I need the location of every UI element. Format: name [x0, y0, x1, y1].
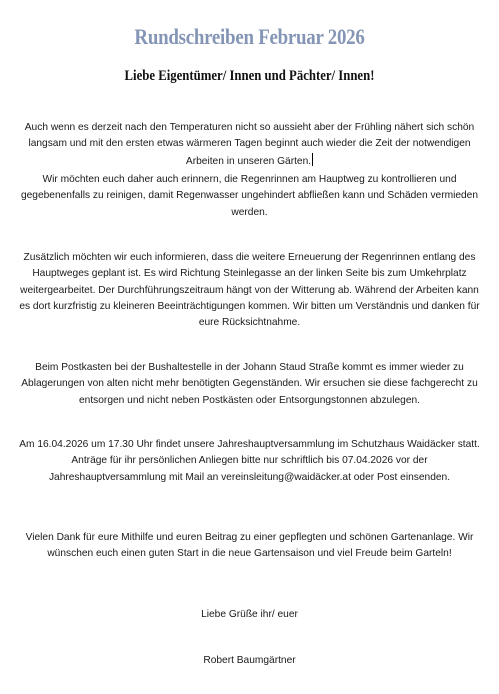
closing-greeting: Liebe Grüße ihr/ euer [201, 609, 298, 620]
paragraph-renovation: Zusätzlich möchten wir euch informieren, dass die weitere Erneuerung der Regenrinnen entlang des Hauptweges geplant ist. Es wird Richtung Steinlegasse an der linken Seite bis zum Umkehrplatz weitergearbeitet. Der Durchführungszeitraum hängt von der Witterung ab. Während der Arbeiten kann es dort kurzfristig zu kleineren Beeinträchtigungen kommen. Wir bitten um Verständnis und danken für eure Rücksichtnahme. [19, 252, 480, 329]
salutation: Liebe Eigentümer/ Innen und Pächter/ Innen! [124, 68, 375, 84]
document-title: Rundschreiben Februar 2026 [134, 24, 365, 49]
paragraph-spring[interactable] [18, 120, 481, 170]
signature: Robert Baumgärtner [203, 655, 296, 666]
paragraph-thanks: Vielen Dank für eure Mithilfe und euren Beitrag zu einer gepflegten und schönen Gartenanlage. Wir wünschen euch einen guten Start in die neue Gartensaison und viel Freude beim Garteln! [25, 532, 474, 560]
paragraph-annual-meeting: Am 16.04.2026 um 17.30 Uhr findet unsere Jahreshauptversammlung im Schutzhaus Waidäcker statt. Anträge für ihr persönlichen Anliegen bitte nur schriftlich bis 07.04.2026 vor der Jahreshauptversammlung mit Mail an vereinsleitung@waidäcker.at oder Post einsenden. [19, 439, 480, 483]
paragraph-mailbox: Beim Postkasten bei der Bushaltestelle in der Johann Staud Straße kommt es immer wieder zu Ablagerungen von alten nicht mehr benötigten Gegenständen. Wir ersuchen sie diese fachgerecht zu entsorgen und nicht neben Postkästen oder Entsorgungstonnen abzulegen. [21, 362, 478, 406]
paragraph-gutters: Wir möchten euch daher auch erinnern, die Regenrinnen am Hauptweg zu kontrollieren und gegebenenfalls zu reinigen, damit Regenwasser ungehindert abfließen kann und Schäden vermieden werden. [20, 174, 479, 218]
paragraph-spring-text: Auch wenn es derzeit nach den Temperaturen nicht so aussieht aber der Frühling nähert sich schön langsam und mit den ersten etwas wärmeren Tagen beginnt auch wieder die Zeit der notwendigen Arbeiten in unseren Gärten. [24, 122, 475, 167]
text-cursor [312, 153, 313, 166]
